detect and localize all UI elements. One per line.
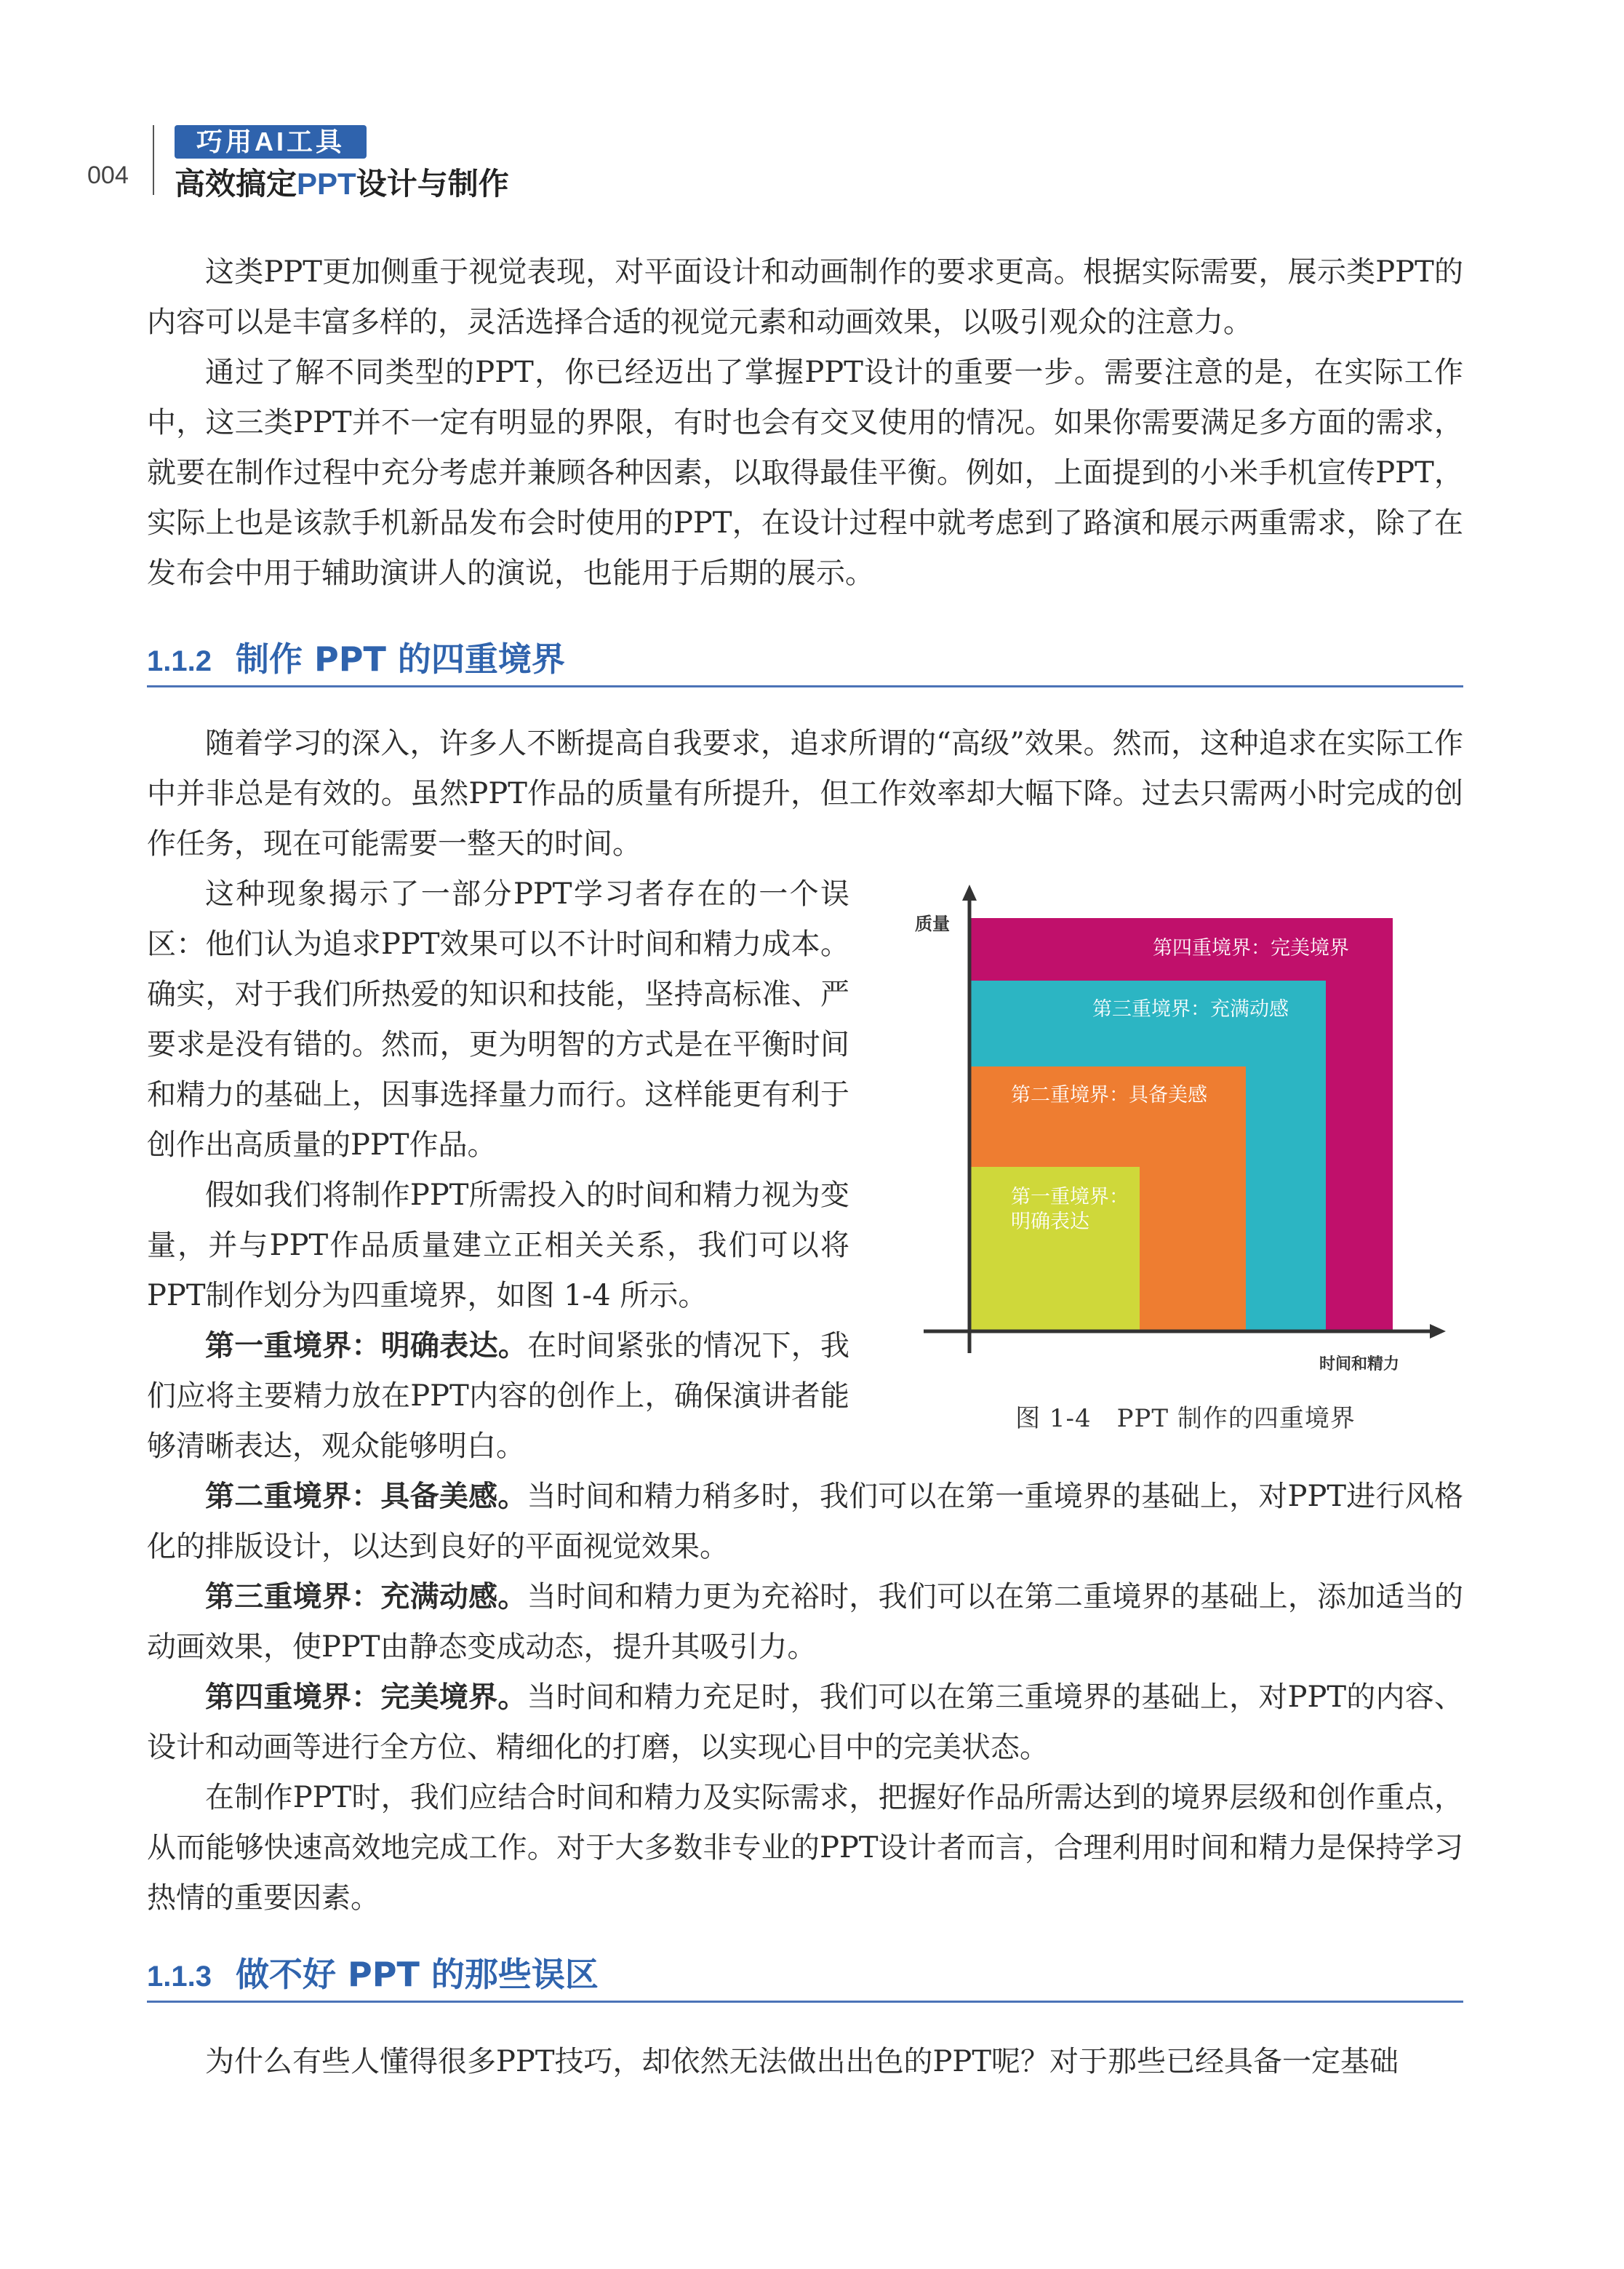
series-badge: 巧用AI工具 [175,125,367,159]
paragraph: 这种现象揭示了一部分PPT学习者存在的一个误区：他们认为追求PPT效果可以不计时间和精力成本。确实，对于我们所热爱的知识和技能，坚持高标准、严要求是没有错的。然而，更为明智的方式是在平衡时间和精力的基础上，因事选择量力而行。这样能更有利于创作出高质量的PPT作品。 [147,877,849,1162]
level-4-paragraph [147,1672,1463,1773]
book-title-prefix: 高效搞定 [175,167,297,201]
level-4-label: 第四重境界：完美境界。 [205,1680,527,1714]
level-1-name: 第一重境界： [1011,1186,1129,1208]
y-axis-arrow-icon [962,885,977,901]
x-axis-label: 时间和精力 [1319,1355,1400,1373]
x-axis-arrow-icon [1430,1324,1446,1339]
level-1-name-line2: 明确表达 [1011,1211,1089,1233]
y-axis-label: 质量 [915,914,950,934]
section-title: 做不好 PPT 的那些误区 [236,1955,599,1994]
paragraph: 假如我们将制作PPT所需投入的时间和精力视为变量，并与PPT作品质量建立正相关关系，我们可以将PPT制作划分为四重境界，如图 1-4 所示。 [147,1179,849,1312]
header-divider [153,125,154,195]
level-3-text: 当时间和精力更为充裕时，我们可以在第二重境界的基础上，添加适当的动画效果，使PPT由静态变成动态，提升其吸引力。 [147,1580,1464,1664]
book-title-highlight: PPT [297,167,356,201]
level-2-paragraph [147,1472,1463,1572]
section-heading-1-1-3 [147,1948,1463,2003]
level-2-name: 第二重境界：具备美感 [1011,1084,1207,1106]
section-heading-1-1-2 [147,633,1463,687]
level-2-label: 第二重境界：具备美感。 [205,1480,527,1513]
figure-caption: 图 1-4 PPT 制作的四重境界 [1015,1404,1356,1433]
intro-text [147,247,1463,599]
book-title-suffix: 设计与制作 [356,167,509,201]
level-2-text: 当时间和精力稍多时，我们可以在第一重境界的基础上，对PPT进行风格化的排版设计，以达到良好的平面视觉效果。 [147,1480,1463,1563]
level-4-name: 第四重境界：完美境界 [1153,937,1349,960]
paragraph: 随着学习的深入，许多人不断提高自我要求，追求所谓的“高级”效果。然而，这种追求在实际工作中并非总是有效的。虽然PPT作品的质量有所提升，但工作效率却大幅下降。过去只需两小时完成的创作任务，现在可能需要一整天的时间。 [147,727,1463,861]
paragraph: 为什么有些人懂得很多PPT技巧，却依然无法做出出色的PPT呢？对于那些已经具备一定基础 [205,2045,1399,2078]
section-number: 1.1.3 [147,1961,212,1993]
page-number: 004 [87,161,129,189]
section-body-1-1-3 [147,2037,1463,2087]
level-4-text: 当时间和精力充足时，我们可以在第三重境界的基础上，对PPT的内容、设计和动画等进行全方位、精细化的打磨，以实现心目中的完美状态。 [147,1680,1463,1764]
level-3-label: 第三重境界：充满动感。 [205,1580,527,1614]
paragraph: 在制作PPT时，我们应结合时间和精力及实际需求，把握好作品所需达到的境界层级和创作重点，从而能够快速高效地完成工作。对于大多数非专业的PPT设计者而言，合理利用时间和精力是保持学习热情的重要因素。 [147,1781,1463,1915]
level-3-paragraph [147,1572,1463,1672]
level-1-text: 在时间紧张的情况下，我们应将主要精力放在PPT内容的创作上，确保演讲者能够清晰表达，观众能够明白。 [147,1329,850,1463]
level-3-name: 第三重境界：充满动感 [1092,998,1289,1021]
level-1-label: 第一重境界：明确表达。 [205,1329,528,1363]
section-title: 制作 PPT 的四重境界 [236,639,565,679]
paragraph: 这类PPT更加侧重于视觉表现，对平面设计和动画制作的要求更高。根据实际需要，展示类PPT的内容可以是丰富多样的，灵活选择合适的视觉元素和动画效果，以吸引观众的注意力。 [147,255,1463,339]
section-number: 1.1.2 [147,645,212,677]
paragraph: 通过了解不同类型的PPT，你已经迈出了掌握PPT设计的重要一步。需要注意的是，在实际工作中，这三类PPT并不一定有明显的界限，有时也会有交叉使用的情况。如果你需要满足多方面的需求，就要在制作过程中充分考虑并兼顾各种因素，以取得最佳平衡。例如，上面提到的小米手机宣传PPT，实际上也是该款手机新品发布会时使用的PPT，在设计过程中就考虑到了路演和展示两重需求，除了在发布会中用于辅助演讲人的演说，也能用于后期的展示。 [147,356,1463,590]
book-title [175,160,509,204]
four-levels-figure [902,880,1469,1389]
level-1-paragraph [147,1321,849,1472]
